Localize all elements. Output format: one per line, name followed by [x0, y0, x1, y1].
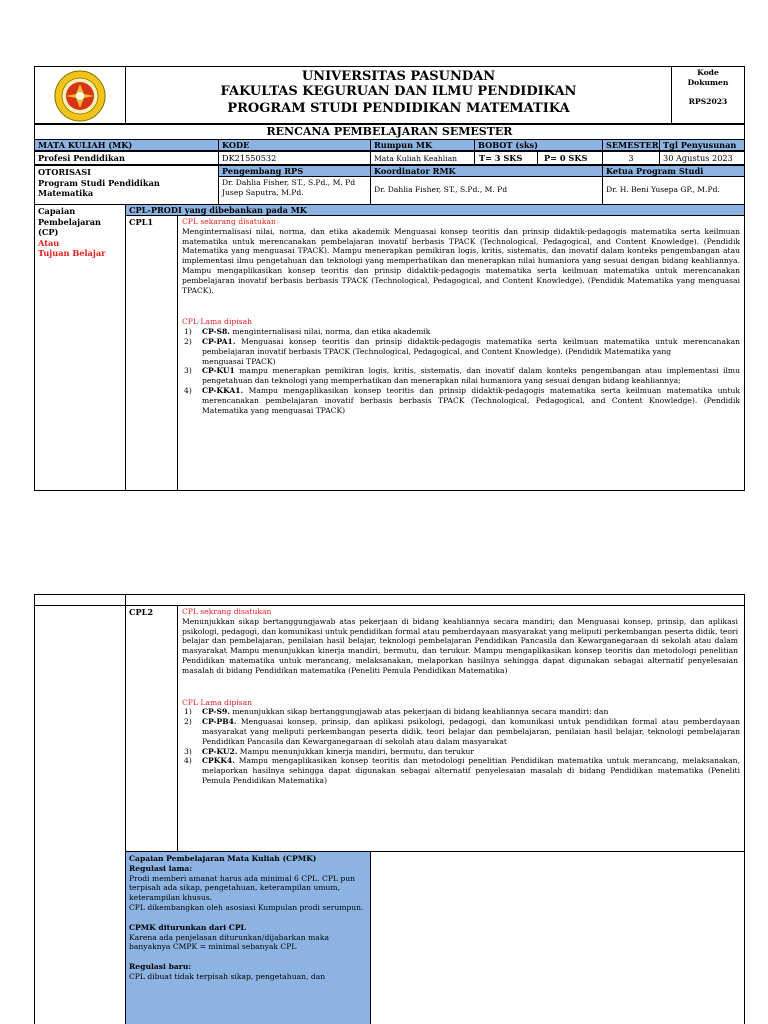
cpmk-top-border: [370, 851, 745, 852]
document-title: RENCANA PEMBELAJARAN SEMESTER: [34, 124, 745, 140]
cpmk-reg-lama-label: Regulasi lama:: [129, 863, 193, 873]
header-title-cell: [125, 66, 672, 124]
list-item: 2) CP-PA1. Menguasai konsep teoritis dan prinsip didaktik-pedagogis matematika serta keilmuan matematika untuk merencanakan pembelajaran inovatif berbasis TPACK (Technological, Pedagogical, and Content Knowledge). (Pendidik Matematika yang menguasai TPACK): [184, 336, 740, 366]
th-semester: SEMESTER: [602, 139, 660, 151]
course-code: DK21550532: [218, 151, 371, 165]
list-item: 4) CPKK4. Mampu mengaplikasikan konsep teoritis dan metodologi penelitian Pendidikan matematika untuk merancang, melaksanakan, melaporkan hasilnya sehingga dapat digunakan sebagai alternatif penyelesaian masalah di bidang Pendidikan matematika (Peneliti Pemula Pendidikan Matematika): [184, 756, 740, 785]
doc-code-value: RPS2023: [688, 96, 728, 106]
cpmk-title: Capaian Pembelajaran Mata Kuliah (CPMK): [129, 854, 317, 863]
capaian-label-cell: [34, 204, 126, 491]
pengembang-names: [218, 176, 371, 205]
cpl1-code: CPL1: [125, 215, 178, 491]
list-item: 3) CP-KU1 mampu menerapkan pemikiran logis, kritis, sistematis, dan inovatif dalam konteks pengembangan atau implementasi ilmu pengetahuan dan teknologi yang memperhatikan dan menerapkan nilai humaniora yang sesuai dengan bidang keahliannya;: [184, 366, 740, 386]
cpl1-content: [177, 215, 745, 491]
cpl2-old-heading: CPL Lama dipisan: [182, 697, 252, 707]
pengembang-label: Pengembang RPS: [218, 165, 371, 177]
cpmk-turun-label: CPMK diturunkan dari CPL: [129, 922, 246, 932]
course-date: 30 Agustus 2023: [659, 151, 745, 165]
program-name: PROGRAM STUDI PENDIDIKAN MATEMATIKA: [227, 101, 570, 116]
pengembang-1: Dr. Dahlia Fisher, ST., S.Pd., M. Pd: [222, 178, 356, 187]
th-bobot: BOBOT (sks): [474, 139, 603, 151]
doc-code-cell: [671, 66, 745, 124]
capaian-label-3: (CP): [38, 227, 59, 238]
ketua-name: Dr. H. Beni Yusepa GP., M.Pd.: [602, 176, 745, 205]
otorisasi-label: OTORISASI: [38, 167, 91, 177]
page2-left-column: [34, 605, 126, 1024]
cpl2-new-heading: CPL sekrang disatukan: [182, 607, 272, 616]
capaian-label-2: Pembelajaran: [38, 216, 101, 227]
th-kode: KODE: [218, 139, 371, 151]
course-semester: 3: [602, 151, 660, 165]
list-item: 3) CP-KU2. Mampu menunjukkan kinerja mandiri, bermutu, dan terukur: [184, 746, 474, 756]
faculty-name: FAKULTAS KEGURUAN DAN ILMU PENDIDIKAN: [220, 84, 577, 99]
otorisasi-prodi: Program Studi Pendidikan Matematika: [38, 177, 160, 199]
course-p-sks: P= 0 SKS: [537, 151, 603, 165]
koordinator-name: Dr. Dahlia Fisher, ST., S.Pd., M. Pd: [370, 176, 603, 205]
cpmk-reg-baru-label: Regulasi baru:: [129, 962, 192, 972]
list-item: 4) CP-KKA1. Mampu mengaplikasikan konsep teoritis dan prinsip didaktik-pedagogis matematika serta keilmuan matematika untuk merencanakan pembelajaran inovatif berbasis berbasis TPACK (Technological, Pedagogical, and Content Knowledge). (Pendidik Matematika yang menguasai TPACK): [184, 385, 740, 415]
capaian-atau: Atau: [38, 237, 60, 248]
th-tgl: Tgl Penyusunan: [659, 139, 745, 151]
cpmk-reg-lama-text: Prodi memberi amanat harus ada minimal 6 CPL. CPL pun terpisah ada sikap, pengetahuan, keterampilan umum, keterampilan khusus.: [129, 873, 356, 903]
doc-code-label-1: Kode: [697, 68, 719, 77]
cpl2-old-list: [182, 707, 740, 785]
ketua-label: Ketua Program Studi: [602, 165, 745, 177]
header-logo-cell: [34, 66, 126, 124]
cpl2-new-text: Menunjukkan sikap bertanggungjawab atas pekerjaan di bidang keahliannya secara mandiri; dan Menguasai konsep, prinsip, dan aplikasi psikologi, pedagogi, dan komunikasi untuk pendidikan formal atau pemberdayaan masyarakat yang meliputi perkembangan peserta didik, teori belajar dan pembelajaran, penilaian hasil belajar, teknologi pembelajaran Pendidikan Pancasila dan Kewarganegaraan di sekolah atau dalam masyarakat Mampu menunjukkan kinerja mandiri, bermutu, dan terukur. Mampu mengaplikasikan konsep teoritis dan metodologi penelitian Pendidikan matematika untuk merancang, melaksanakan, melaporkan hasilnya sehingga dapat digunakan sebagai alternatif penyelesaian masalah di bidang Pendidikan matematika (Peneliti Pemula Pendidikan Matematika): [182, 616, 738, 675]
course-name: Profesi Pendidikan: [34, 151, 219, 165]
cpl2-code: CPL2: [125, 605, 178, 852]
course-t-sks: T= 3 SKS: [474, 151, 538, 165]
otorisasi-cell: [34, 165, 219, 205]
university-logo-icon: [49, 69, 111, 123]
cpl1-old-list: [182, 327, 740, 415]
cpl1-new-heading: CPL sekarang disatukan: [182, 217, 276, 226]
course-rumpun: Mata Kuliah Keahlian: [370, 151, 475, 165]
cpl-prodi-header: CPL-PRODI yang dibebankan pada MK: [125, 204, 745, 216]
cpl1-old-heading: CPL Lama dipisah: [182, 317, 252, 327]
list-item: 2) CP-PB4. Menguasai konsep, prinsip, dan aplikasi psikologi, pedagogi, dan komunikasi untuk pendidikan formal atau pemberdayaan masyarakat yang meliputi perkembangan peserta didik, teori belajar dan pembelajaran, penilaian hasil belajar, teknologi pembelajaran Pendidikan Pancasila dan Kewarganegaraan di sekolah atau dalam masyarakat: [184, 717, 740, 746]
cpl1-new-text: Menginternalisasi nilai, norma, dan etika akademik Menguasai konsep teoritis dan prinsip didaktik-pedagogis matematika serta keilmuan matematika untuk merencanakan pembelajaran inovatif berbasis TPACK (Technological, Pedagogical, and Content Knowledge). (Pendidik Matematika yang menguasai TPACK). Mampu menerapkan pemikiran logis, kritis, sistematis, dan inovatif dalam konteks pengembangan atau implementasi ilmu pengetahuan dan teknologi yang memperhatikan dan menerapkan nilai humaniora yang sesuai dengan bidang keahliannya. Mampu mengaplikasikan konsep teoritis dan prinsip didaktik-pedagogis matematika serta keilmuan matematika untuk merencanakan pembelajaran inovatif berbasis berbasis TPACK (Technological, Pedagogical, and Content Knowledge). (Pendidik Matematika yang menguasai TPACK).: [182, 226, 740, 295]
list-item: 1) CP-S8. menginternalisasi nilai, norma, dan etika akademik: [184, 327, 431, 337]
capaian-label-1: Capaian: [38, 206, 76, 216]
th-rumpun: Rumpun MK: [370, 139, 475, 151]
cpl2-content: [177, 605, 745, 852]
th-mata-kuliah: MATA KULIAH (MK): [34, 139, 219, 151]
doc-code-label-2: Dokumen: [687, 77, 729, 87]
cpmk-reg-lama-text2: CPL dikembangkan oleh asosiasi Kumpulan prodi serumpun.: [129, 902, 364, 912]
cpmk-reg-baru-text: CPL dibuat tidak terpisah sikap, pengetahuan, dan: [129, 971, 326, 981]
cpmk-turun-text: Karena ada penjelasan diturunkan/dijabarkan maka banyaknya CMPK = minimal sebanyak CPL: [129, 932, 329, 952]
capaian-tujuan: Tujuan Belajar: [38, 248, 106, 259]
cpmk-right-border: [744, 851, 745, 1024]
koordinator-label: Koordinator RMK: [370, 165, 603, 177]
university-name: UNIVERSITAS PASUNDAN: [301, 69, 496, 84]
pengembang-2: Jusep Saputra, M.Pd.: [222, 187, 304, 197]
cpmk-box: [125, 851, 371, 1024]
list-item: 1) CP-S9. menunjukkan sikap bertanggungjawab atas pekerjaan di bidang keahliannya secara mandiri; dan: [184, 707, 609, 717]
